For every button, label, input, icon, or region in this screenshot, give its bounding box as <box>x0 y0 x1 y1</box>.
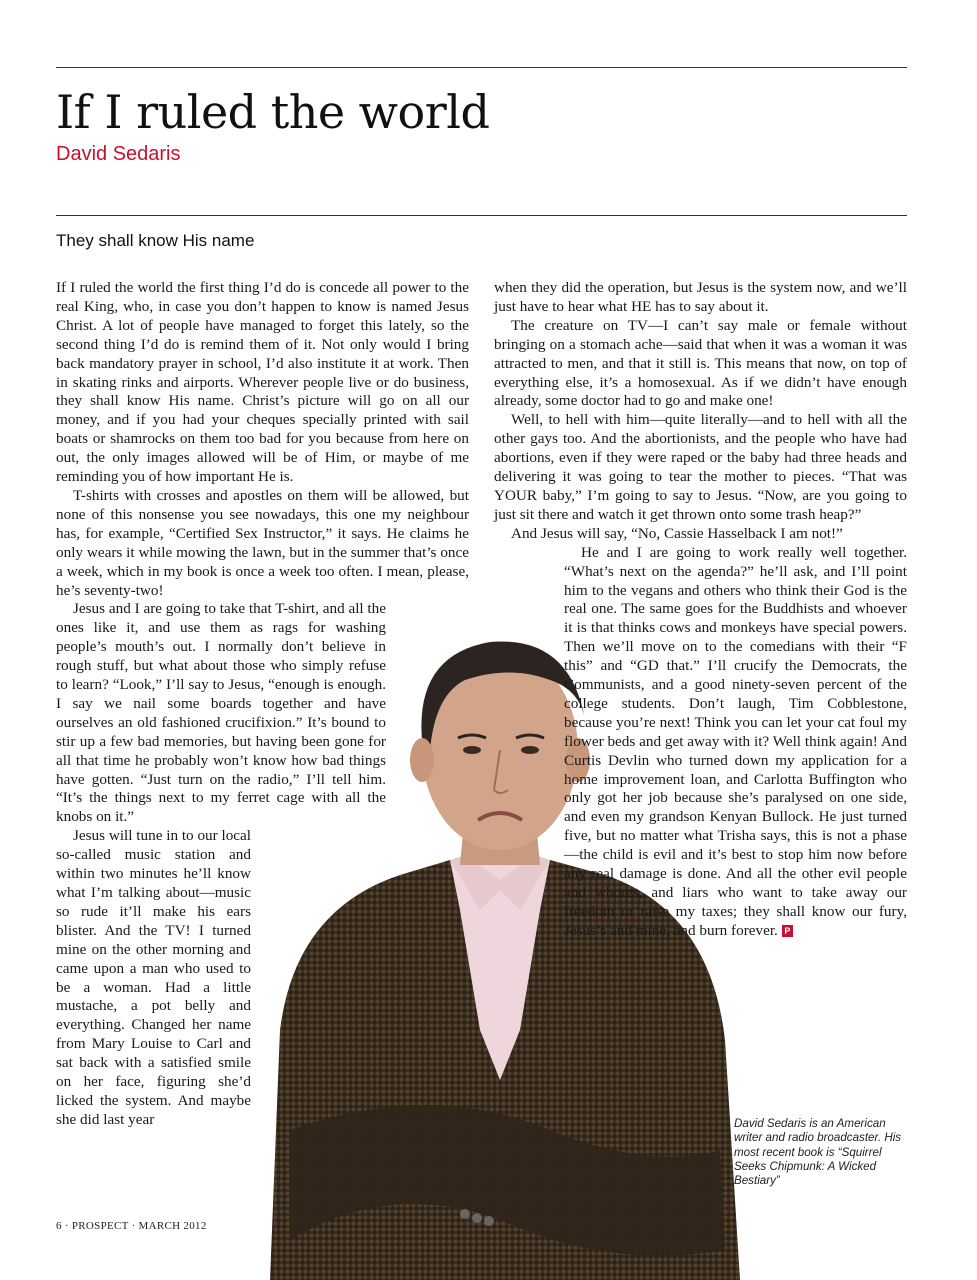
end-mark-icon: P <box>782 925 793 937</box>
photo-caption: David Sedaris is an American writer and radio broadcaster. His most recent book is “Squirrel Seeks Chipmunk: A Wicked Bestiary” <box>734 1117 902 1188</box>
paragraph: when they did the operation, but Jesus is the system now, and we’ll just have to hear what HE has to say about it. <box>494 279 907 315</box>
top-rule <box>56 67 907 68</box>
paragraph: Jesus and I are going to take that T-shirt, and all the ones like it, and use them as rags for washing people’s mouth’s out. I normally don’t believe in rough stuff, but what about those who simply refuse to learn? “Look,” I’ll say to Jesus, “enough is enough. I say we nail some boards together and have ourselves an old fashioned crucifixion.” It’s bound to stir up a few bad memories, but having been gone for all that time he probably won’t know how bad things have gotten. “Just turn on the radio,” I’ll tell him. “It’s the things next to my ferret cage with all the knobs on it.” <box>56 600 386 826</box>
paragraph: Well, to hell with him—quite literally—and to hell with all the other gays too. And the abortionists, and the people who have had abortions, even if they were raped or the baby had three heads and delivering it was going to tear the mother to pieces. “That was YOUR baby,” I’m going to say to Jesus. “Now, are you going to just sit there and watch it get thrown onto some trash heap?” <box>494 411 907 523</box>
paragraph: If I ruled the world the first thing I’d do is concede all power to the real King, who, in case you don’t happen to know is named Jesus Christ. A lot of people have managed to forget this lately, so the second thing I’d do is remind them of it. Not only would I bring back mandatory prayer in school, I’d also institute it at work. Then in skating rinks and airports. Wherever people live or do business, they shall know His name. Christ’s picture will go on all our money, and if you had your cheques specially printed with sail boats or shamrocks on them too bad for you because from here on out, the only images allowed will be of Him, or maybe of me reminding you of how important He is. <box>56 279 469 486</box>
paragraph-text: He and I are going to work really well together. “What’s next on the agenda?” he’ll ask, and I’ll point him to the vegans and others who think their God is the real one. The same goes for the Buddhists and whoever it is that thinks cows and monkeys have special powers. Then we’ll move on to the comedians with their “F this” and “GD that.” I’ll crucify the Democrats, the Communists, and a good ninety-seven percent of the college students. Don’t laugh, Tim Cobblestone, because you’re next! Think you can let your cat foul my flower beds and get away with it? Well think again! And Curtis Devlin who turned down my application for a home improvement loan, and Carlotta Buffington who only got her job because she’s paralysed on one side, and even my grandson Kenyan Bullock. He just turned five, but no matter what Trisha says, this is not a phase—the child is evil and it’s best to stop him now before any real damage is done. And all the other evil people and whores, and liars who want to take away our freedom or raise my taxes; they shall know our fury, Jesus’s and mine, and burn forever. <box>564 543 907 939</box>
paragraph <box>564 544 907 941</box>
paragraph: Jesus will tune in to our local so-called music station and within two minutes he’ll know what I’m talking about—music so rude it’ll make his ears blister. And the TV! I turned mine on the other morning and came upon a man who used to be a woman. Had a little mustache, a pot belly and everything. Changed her name from Mary Louise to Carl and sat back with a satisfied smile on her face, figuring she’d licked the system. And maybe she did last year <box>56 827 252 1128</box>
left-column <box>56 279 469 1130</box>
section-rule <box>56 215 907 216</box>
section-heading: They shall know His name <box>56 231 255 250</box>
paragraph: T-shirts with crosses and apostles on them will be allowed, but none of this nonsense you see nowadays, this one my neighbour has, for example, “Certified Sex Instructor,” it says. He claims he only wears it while mowing the lawn, but in the summer that’s once a week, which in my book is once a week too often. I mean, please, he’s seventy-two! <box>56 486 469 599</box>
paragraph: And Jesus will say, “No, Cassie Hasselback I am not!” <box>511 524 843 542</box>
paragraph: The creature on TV—I can’t say male or female without bringing on a stomach ache—said that when it was a woman it was attracted to men, and that it still is. This means that now, on top of everything else, it’s a homosexual. As if we didn’t have enough already, some doctor had to go and make one! <box>494 316 907 410</box>
page-footer: 6 · PROSPECT · MARCH 2012 <box>56 1220 207 1232</box>
article-title: If I ruled the world <box>56 85 490 139</box>
article-author: David Sedaris <box>56 143 181 165</box>
right-column <box>494 279 907 941</box>
